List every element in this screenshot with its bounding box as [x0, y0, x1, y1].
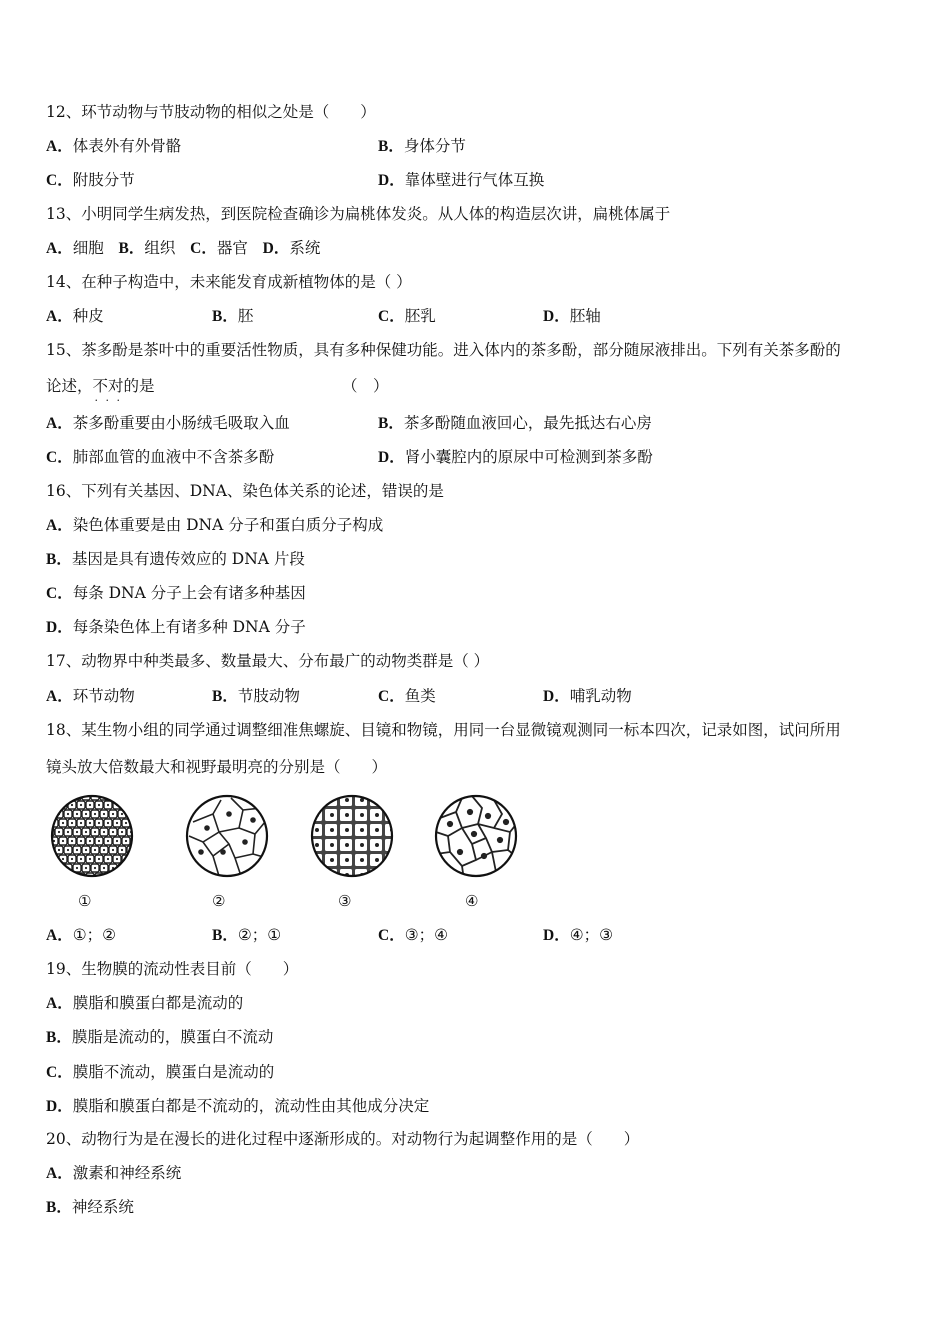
q20-option-a: A．激素和神经系统 — [46, 1164, 182, 1182]
figure-label-3: ③ — [338, 892, 352, 910]
q19-option-d: D．膜脂和膜蛋白都是不流动的，流动性由其他成分决定 — [46, 1097, 430, 1115]
q17-option-d: D．哺乳动物 — [543, 687, 632, 705]
figure-label-1: ① — [78, 892, 92, 910]
question-15-stem-line2: 论述，不对的 · · ·是 — [46, 376, 155, 396]
q18-option-b: B．②；① — [212, 926, 282, 944]
q12-option-c: C．附肢分节 — [46, 171, 135, 189]
emphasis-dotted-text: 不对的 · · · — [93, 377, 140, 395]
q16-option-b: B．基因是具有遗传效应的 DNA 片段 — [46, 550, 305, 568]
question-15-answer-paren: （ ） — [342, 377, 389, 395]
q15-option-d: D．肾小囊腔内的原尿中可检测到茶多酚 — [378, 448, 653, 466]
q14-option-a: A．种皮 — [46, 307, 104, 325]
q12-option-b: B．身体分节 — [378, 137, 466, 155]
q14-option-d: D．胚轴 — [543, 307, 601, 325]
q14-option-c: C．胚乳 — [378, 307, 436, 325]
microscope-field-3 — [308, 792, 396, 880]
q16-option-a: A．染色体重要是由 DNA 分子和蛋白质分子构成 — [46, 516, 384, 534]
q19-option-c: C．膜脂不流动，膜蛋白是流动的 — [46, 1063, 275, 1081]
q17-option-c: C．鱼类 — [378, 687, 436, 705]
microscope-field-1 — [48, 792, 136, 880]
q17-option-a: A．环节动物 — [46, 687, 135, 705]
q13-options: A．细胞 B．组织 C．器官 D．系统 — [46, 239, 321, 257]
question-12-stem: 12、环节动物与节肢动物的相似之处是（ ） — [46, 103, 376, 121]
question-18-stem-line1: 18、某生物小组的同学通过调整细准焦螺旋、目镜和物镜，用同一台显微镜观测同一标本四次，记录如图，试问所用 — [46, 721, 841, 739]
q19-option-a: A．膜脂和膜蛋白都是流动的 — [46, 994, 244, 1012]
microscope-field-4 — [432, 792, 520, 880]
q18-option-c: C．③；④ — [378, 926, 448, 944]
q12-option-a: A．体表外有外骨骼 — [46, 137, 182, 155]
figure-label-4: ④ — [465, 892, 479, 910]
q16-option-d: D．每条染色体上有诸多种 DNA 分子 — [46, 618, 306, 636]
question-13-stem: 13、小明同学生病发热，到医院检查确诊为扁桃体发炎。从人体的构造层次讲，扁桃体属于 — [46, 205, 671, 223]
q18-option-a: A．①；② — [46, 926, 116, 944]
q12-option-d: D．靠体壁进行气体互换 — [378, 171, 545, 189]
q17-option-b: B．节肢动物 — [212, 687, 300, 705]
q18-option-d: D．④；③ — [543, 926, 613, 944]
q15-option-a: A．茶多酚重要由小肠绒毛吸取入血 — [46, 414, 290, 432]
question-14-stem: 14、在种子构造中，未来能发育成新植物体的是（ ） — [46, 273, 412, 291]
question-16-stem: 16、下列有关基因、DNA、染色体关系的论述，错误的是 — [46, 482, 444, 500]
q19-option-b: B．膜脂是流动的，膜蛋白不流动 — [46, 1028, 274, 1046]
q20-option-b: B．神经系统 — [46, 1198, 134, 1216]
question-19-stem: 19、生物膜的流动性表目前（ ） — [46, 960, 299, 978]
question-15-stem-line1: 15、茶多酚是茶叶中的重要活性物质，具有多种保健功能。进入体内的茶多酚，部分随尿液排出。下列有关茶多酚的 — [46, 341, 841, 359]
question-20-stem: 20、动物行为是在漫长的进化过程中逐渐形成的。对动物行为起调整作用的是（ ） — [46, 1130, 640, 1148]
q15-option-c: C．肺部血管的血液中不含茶多酚 — [46, 448, 275, 466]
figure-label-2: ② — [212, 892, 226, 910]
question-17-stem: 17、动物界中种类最多、数量最大、分布最广的动物类群是（ ） — [46, 652, 490, 670]
microscope-field-2 — [183, 792, 271, 880]
q14-option-b: B．胚 — [212, 307, 254, 325]
q15-option-b: B．茶多酚随血液回心，最先抵达右心房 — [378, 414, 652, 432]
question-18-stem-line2: 镜头放大倍数最大和视野最明亮的分别是（ ） — [46, 758, 388, 776]
q16-option-c: C．每条 DNA 分子上会有诸多种基因 — [46, 584, 306, 602]
